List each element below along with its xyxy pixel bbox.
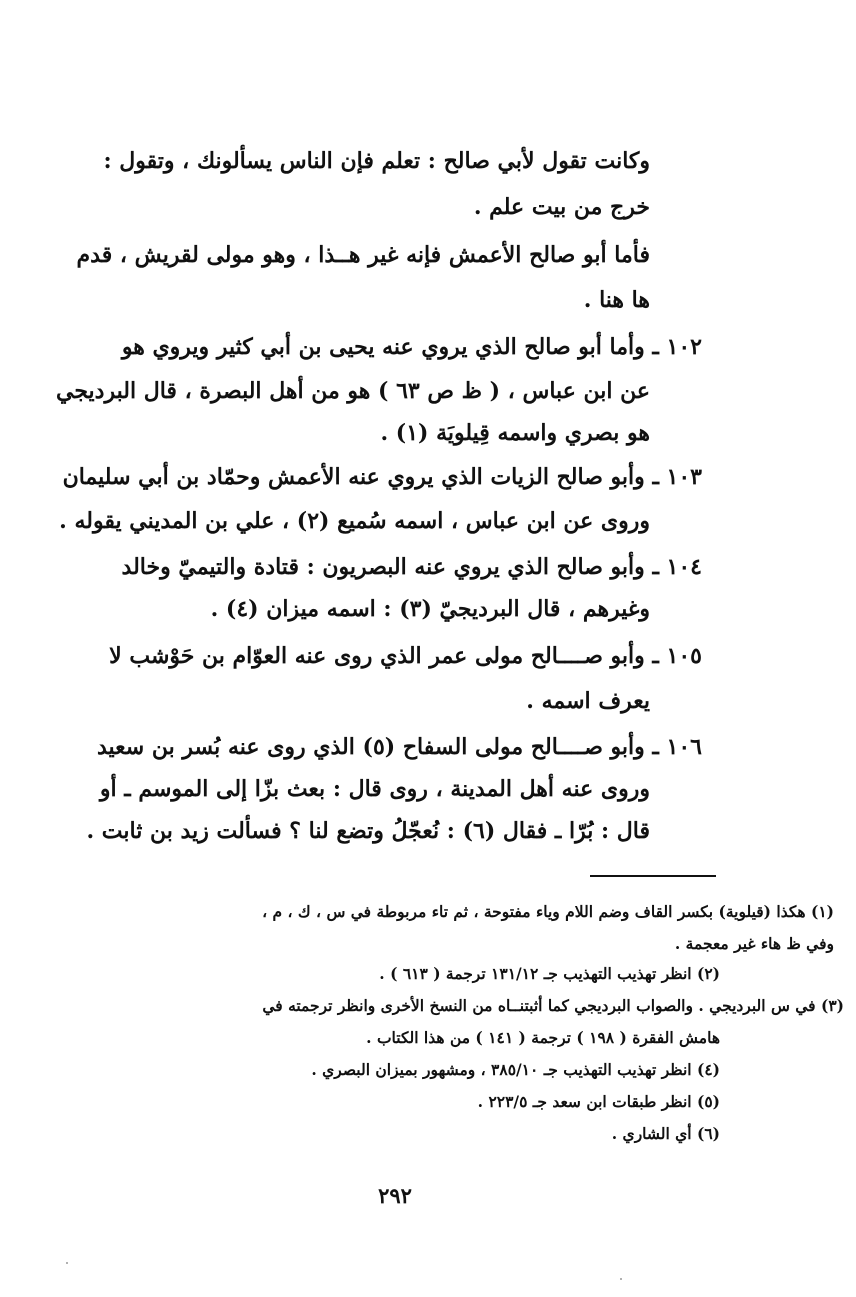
body-line: وغيرهم ، قال البرديجيّ (٣) : اسمه ميزان (٤) . [210,596,650,622]
page-number: ٢٩٢ [378,1183,412,1208]
entry-106-line: ١٠٦ ـ وأبو صــــالح مولى السفاح (٥) الذي روى عنه بُسر بن سعيد [96,734,702,760]
body-line: يعرف اسمه . [526,688,650,714]
footnote-line: (٣) في س البرديجي . والصواب البرديجي كما أثبتنــاه من النسخ الأخرى وانظر ترجمته في [262,996,844,1015]
entry-103-line: ١٠٣ ـ وأبو صالح الزيات الذي يروي عنه الأعمش وحمّاد بن أبي سليمان [62,464,702,490]
entry-105-line: ١٠٥ ـ وأبو صــــالح مولى عمر الذي روى عنه العوّام بن حَوْشب لا [109,643,702,669]
body-line: وروى عن ابن عباس ، اسمه سُميع (٢) ، علي بن المديني يقوله . [59,508,650,534]
body-line: هو بصري واسمه قِيلويَة (١) . [380,420,650,446]
body-line: ها هنا . [583,287,650,313]
footnote-separator [590,875,716,877]
body-line: وكانت تقول لأبي صالح : تعلم فإن الناس يسألونك ، وتقول : [103,148,650,174]
footnote-line: (٢) انظر تهذيب التهذيب جـ ١٣١/١٢ ترجمة ( ٦١٣ ) . [379,964,720,983]
body-line: خرج من بيت علم . [473,194,650,220]
footnote-line: وفي ظ هاء غير معجمة . [674,934,834,953]
body-line: قال : بُرّا ـ فقال (٦) : نُعجّلُ وتضع لنا ؟ فسألت زيد بن ثابت . [86,818,650,844]
body-line: وروى عنه أهل المدينة ، روى قال : بعث بزّا إلى الموسم ـ أو [99,776,650,802]
body-line: فأما أبو صالح الأعمش فإنه غير هــذا ، وهو مولى لقريش ، قدم [76,242,650,268]
body-line: عن ابن عباس ، ( ظ ص ٦٣ ) هو من أهل البصرة ، قال البرديجي [56,378,650,404]
entry-104-line: ١٠٤ ـ وأبو صالح الذي يروي عنه البصريون : قتادة والتيميّ وخالد [121,554,702,580]
scan-speck [66,1262,68,1264]
entry-102-line: ١٠٢ ـ وأما أبو صالح الذي يروي عنه يحيى بن أبي كثير ويروي هو [121,334,702,360]
scan-speck [620,1278,622,1280]
footnote-line: (٦) أي الشاري . [611,1124,720,1143]
footnote-line: (١) هكذا (قيلوية) بكسر القاف وضم اللام وياء مفتوحة ، ثم تاء مربوطة في س ، ك ، م ، [262,902,834,921]
footnote-line: (٤) انظر تهذيب التهذيب جـ ٣٨٥/١٠ ، ومشهور بميزان البصري . [311,1060,720,1079]
footnote-line: هامش الفقرة ( ١٩٨ ) ترجمة ( ١٤١ ) من هذا الكتاب . [366,1028,720,1047]
footnote-line: (٥) انظر طبقات ابن سعد جـ ٢٢٣/٥ . [477,1092,720,1111]
